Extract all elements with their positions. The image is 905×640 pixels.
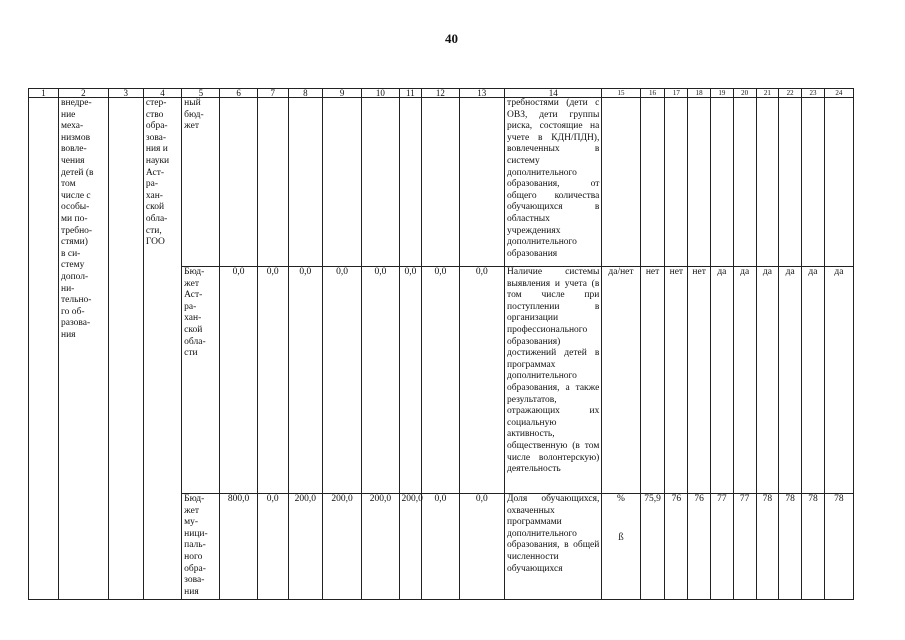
header-cell: 13 <box>459 89 505 98</box>
header-cell: 11 <box>399 89 422 98</box>
header-cell: 5 <box>182 89 220 98</box>
header-cell: 16 <box>640 89 665 98</box>
value-cell: 0,0 <box>362 267 399 494</box>
value-cell: 0,0 <box>459 267 505 494</box>
target-cell <box>665 98 688 267</box>
funding-source-cell: Бюд- жет Аст- ра- хан- ской обла- сти <box>182 267 220 494</box>
target-cell <box>756 98 779 267</box>
target-cell: да <box>824 267 853 494</box>
header-cell: 14 <box>505 89 602 98</box>
target-cell: 78 <box>756 494 779 600</box>
value-cell <box>257 98 288 267</box>
value-cell <box>220 98 257 267</box>
target-cell: нет <box>665 267 688 494</box>
target-cell: 75,9 <box>640 494 665 600</box>
header-cell: 7 <box>257 89 288 98</box>
target-cell: 78 <box>779 494 802 600</box>
value-cell: 0,0 <box>257 267 288 494</box>
header-cell: 17 <box>665 89 688 98</box>
funding-source-cell: Бюд- жет му- ници- паль- ного обра- зова- ния <box>182 494 220 600</box>
page-number: 40 <box>445 31 458 46</box>
target-cell <box>711 98 734 267</box>
header-cell: 12 <box>422 89 459 98</box>
value-cell: 0,0 <box>422 267 459 494</box>
indicator-cell: Наличие системы выявления и учета (в том числе при поступлении в организации профессионального образования) достижений детей в программах дополнительного образования, а также результатов, отражающих их социальную активность, общественную (в том числе волонтерскую) деятельность <box>505 267 602 494</box>
target-cell: да <box>756 267 779 494</box>
target-cell: да <box>802 267 825 494</box>
header-cell: 15 <box>602 89 640 98</box>
target-cell: 77 <box>711 494 734 600</box>
target-cell: нет <box>640 267 665 494</box>
handwritten-mark: ß <box>618 530 624 543</box>
header-cell: 21 <box>756 89 779 98</box>
table-row <box>29 98 854 267</box>
value-cell: 0,0 <box>422 494 459 600</box>
executor-cell: стер- ство обра- зова- ния и науки Аст- ра- хан- ской обла- сти, ГОО <box>143 98 181 600</box>
target-cell <box>802 98 825 267</box>
target-cell: 76 <box>665 494 688 600</box>
value-cell <box>399 98 422 267</box>
unit-cell: да/нет <box>602 267 640 494</box>
value-cell <box>459 98 505 267</box>
header-cell: 24 <box>824 89 853 98</box>
value-cell: 0,0 <box>288 267 322 494</box>
header-cell: 20 <box>733 89 756 98</box>
value-cell <box>288 98 322 267</box>
header-cell: 4 <box>143 89 181 98</box>
target-cell <box>733 98 756 267</box>
header-cell: 6 <box>220 89 257 98</box>
value-cell: 800,0 <box>220 494 257 600</box>
target-cell <box>824 98 853 267</box>
target-cell <box>779 98 802 267</box>
value-cell: 0,0 <box>459 494 505 600</box>
header-row <box>29 89 854 98</box>
header-cell: 22 <box>779 89 802 98</box>
value-cell: 0,0 <box>322 267 361 494</box>
header-cell: 9 <box>322 89 361 98</box>
header-cell: 23 <box>802 89 825 98</box>
value-cell: 0,0 <box>399 267 422 494</box>
value-cell: 200,0 <box>288 494 322 600</box>
value-cell: 200,0 <box>322 494 361 600</box>
indicator-cell: Доля обучающихся, охваченных программами дополнительного образования, в общей численности обучающихся <box>505 494 602 600</box>
target-cell: да <box>733 267 756 494</box>
program-table <box>28 88 854 600</box>
value-cell <box>422 98 459 267</box>
funding-source-cell: ный бюд- жет <box>182 98 220 267</box>
col1-cell <box>29 98 59 600</box>
target-cell: 78 <box>802 494 825 600</box>
header-cell: 19 <box>711 89 734 98</box>
target-cell <box>640 98 665 267</box>
value-cell <box>322 98 361 267</box>
unit-label: % <box>617 494 625 504</box>
target-cell: 78 <box>824 494 853 600</box>
unit-cell <box>602 98 640 267</box>
target-cell: да <box>779 267 802 494</box>
col3-cell <box>108 98 143 600</box>
unit-cell <box>602 494 640 600</box>
event-name-cell: внедре- ние меха- низмов вовле- чения детей (в том числе с особы- ми по- требно- стями) в си- стему допол- ни- тельно- го об- разова- ния <box>59 98 109 600</box>
target-cell <box>688 98 711 267</box>
header-cell: 18 <box>688 89 711 98</box>
indicator-cell: требностями (дети с ОВЗ, дети группы риска, состоящие на учете в КДН/ПДН), вовлеченных в систему дополнительного образования, от общего количества обучающихся в областных учреждениях дополнительного образования <box>505 98 602 267</box>
header-cell: 3 <box>108 89 143 98</box>
value-cell <box>362 98 399 267</box>
value-cell: 200,0 <box>362 494 399 600</box>
value-cell: 200,0 <box>399 494 422 600</box>
target-cell: 77 <box>733 494 756 600</box>
target-cell: 76 <box>688 494 711 600</box>
value-cell: 0,0 <box>257 494 288 600</box>
value-cell: 0,0 <box>220 267 257 494</box>
header-cell: 10 <box>362 89 399 98</box>
target-cell: да <box>711 267 734 494</box>
target-cell: нет <box>688 267 711 494</box>
header-cell: 2 <box>59 89 109 98</box>
header-cell: 8 <box>288 89 322 98</box>
header-cell: 1 <box>29 89 59 98</box>
